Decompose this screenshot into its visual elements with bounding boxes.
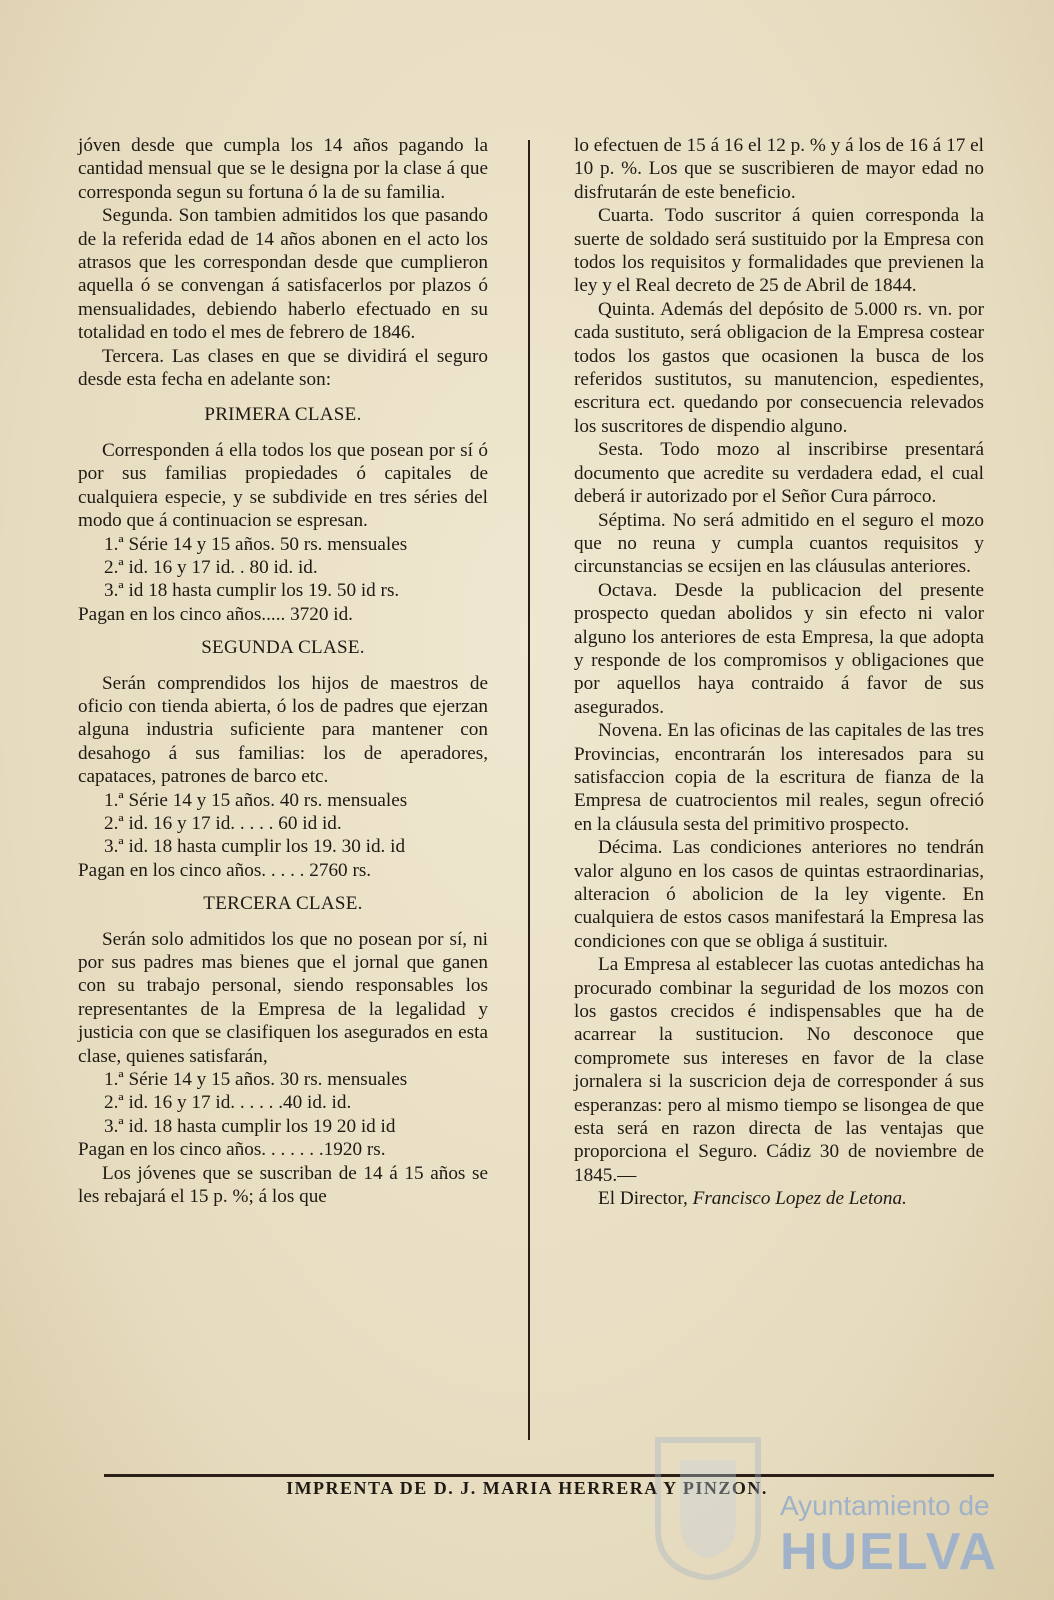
paragraph-octava: Octava. Desde la publicacion del presente prospecto quedan abolidos y sin efecto ni valor alguno los anteriores de esta Empresa, la que adopta y responde de los compromisos y obligaciones que por aquellos haya contraido á favor de sus asegurados.	[574, 579, 984, 718]
heading-segunda-clase: SEGUNDA CLASE.	[201, 637, 365, 659]
series-total: Pagan en los cinco años..... 3720 id.	[78, 603, 353, 625]
signature-name: Francisco Lopez de Letona.	[692, 1188, 907, 1210]
paragraph-primera-clase: Corresponden á ella todos los que posean por sí ó por sus familias propiedades ó capitales de cualquiera especie, y se subdivide en tres séries del modo que á continuacion se espresan.	[78, 439, 488, 532]
paragraph-descuentos: Los jóvenes que se suscriban de 14 á 15 años se les rebajará el 15 p. %; á los que	[78, 1162, 488, 1208]
paragraph-sesta: Sesta. Todo mozo al inscribirse presentará documento que acredite su verdadera edad, el cual deberá ir autorizado por el Señor Cura párroco.	[574, 439, 984, 508]
right-column	[574, 134, 984, 1211]
paragraph-cuarta: Cuarta. Todo suscritor á quien corresponda la suerte de soldado será sustituido por la Empresa con todos los requisitos y formalidades que previenen la ley y el Real decreto de 25 de Abril de 1844.	[574, 205, 984, 297]
heading-tercera-clase: TERCERA CLASE.	[203, 893, 363, 915]
series-line: 2.ª id. 16 y 17 id. . 80 id. id.	[104, 556, 318, 578]
paragraph-septima: Séptima. No será admitido en el seguro el mozo que no reuna y cumpla cuantos requisitos y circunstancias se ecsijen en las cláusulas anteriores.	[574, 509, 984, 578]
paragraph-segunda: Segunda. Son tambien admitidos los que pasando de la referida edad de 14 años abonen en el acto los atrasos que les correspondan desde que cumplieron aquella ó se convengan á satisfacerlos por plazos ó mensualidades, debiendo haberlo efectuado en su totalidad en todo el mes de febrero de 1846.	[78, 205, 488, 344]
paragraph-novena: Novena. En las oficinas de las capitales de las tres Provincias, encontrarán los interesados para su satisfaccion copia de la escritura de fianza de la Empresa de cuatrocientos mil reales, segun ofreció en la cláusula sesta del primitivo prospecto.	[574, 720, 984, 835]
series-line: 3.ª id 18 hasta cumplir los 19. 50 id rs.	[104, 580, 400, 602]
paragraph-quinta: Quinta. Además del depósito de 5.000 rs. vn. por cada sustituto, será obligacion de la Empresa costear todos los gastos que ocasionen la busca de los referidos sustitutos, su manutencion, espedientes, escritura ect. quedando por consecuencia relevados los suscritores de dispendio alguno.	[574, 298, 984, 437]
paragraph-cierre: La Empresa al establecer las cuotas antedichas ha procurado combinar la seguridad de los mozos con los gastos crecidos é indispensables que ha de acarrear la sustitucion. No desconoce que compromete sus intereses en favor de la clase jornalera si la suscricion deja de corresponder á sus esperanzas: pero al mismo tiempo se lisongea de que esta será en razon directa de las ventajas que proporciona el Seguro. Cádiz 30 de noviembre de 1845.—	[574, 954, 984, 1186]
left-column	[78, 134, 488, 1208]
series-line: 1.ª Série 14 y 15 años. 50 rs. mensuales	[104, 533, 408, 555]
series-line: 1.ª Série 14 y 15 años. 30 rs. mensuales	[104, 1069, 408, 1091]
paragraph-segunda-clase: Serán comprendidos los hijos de maestros de oficio con tienda abierta, ó los de padres que ejerzan alguna industria suficiente para mantener con desahogo á sus familias: los de aperadores, capataces, patrones de barco etc.	[78, 672, 488, 788]
column-divider	[528, 140, 530, 1440]
series-line: 1.ª Série 14 y 15 años. 40 rs. mensuales	[104, 789, 408, 811]
paragraph-decima: Décima. Las condiciones anteriores no tendrán valor alguno en los casos de quintas estraordinarias, alteracion ó abolicion de la ley vigente. En cualquiera de estos casos manifestará la Empresa las condiciones con que se obliga á sustituir.	[574, 837, 984, 952]
series-total: Pagan en los cinco años. . . . . . .1920 rs.	[78, 1139, 386, 1161]
signature-prefix: El Director,	[598, 1188, 693, 1210]
series-total: Pagan en los cinco años. . . . . 2760 rs.	[78, 859, 372, 881]
signature-line	[574, 1187, 984, 1210]
paragraph-tercera-clase: Serán solo admitidos los que no posean por sí, ni por sus padres mas bienes que el jornal que ganen con su trabajo personal, siendo responsables los representantes de la Empresa de la legalidad y justicia con que se clasifiquen los asegurados en esta clase, quienes satisfarán,	[78, 928, 488, 1067]
paragraph-descuentos-continued: lo efectuen de 15 á 16 el 12 p. % y á los de 16 á 17 el 10 p. %. Los que se suscribieren de mayor edad no disfrutarán de este beneficio.	[574, 135, 984, 203]
series-line: 3.ª id. 18 hasta cumplir los 19 20 id id	[104, 1115, 396, 1137]
paragraph-primera-continued: jóven desde que cumpla los 14 años pagando la cantidad mensual que se le designa por la clase á que corresponda segun su fortuna ó la de su familia.	[78, 135, 488, 203]
series-line: 3.ª id. 18 hasta cumplir los 19. 30 id. id	[104, 836, 406, 858]
watermark-line2: HUELVA	[780, 1523, 999, 1581]
heading-primera-clase: PRIMERA CLASE.	[204, 404, 362, 426]
paragraph-tercera: Tercera. Las clases en que se dividirá el seguro desde esta fecha en adelante son:	[78, 345, 488, 391]
series-line: 2.ª id. 16 y 17 id. . . . . .40 id. id.	[104, 1092, 352, 1114]
series-line: 2.ª id. 16 y 17 id. . . . . 60 id id.	[104, 812, 342, 834]
watermark-line1: Ayuntamiento de	[780, 1490, 990, 1521]
printer-imprint: IMPRENTA DE D. J. MARIA HERRERA Y PINZON.	[286, 1478, 768, 1498]
